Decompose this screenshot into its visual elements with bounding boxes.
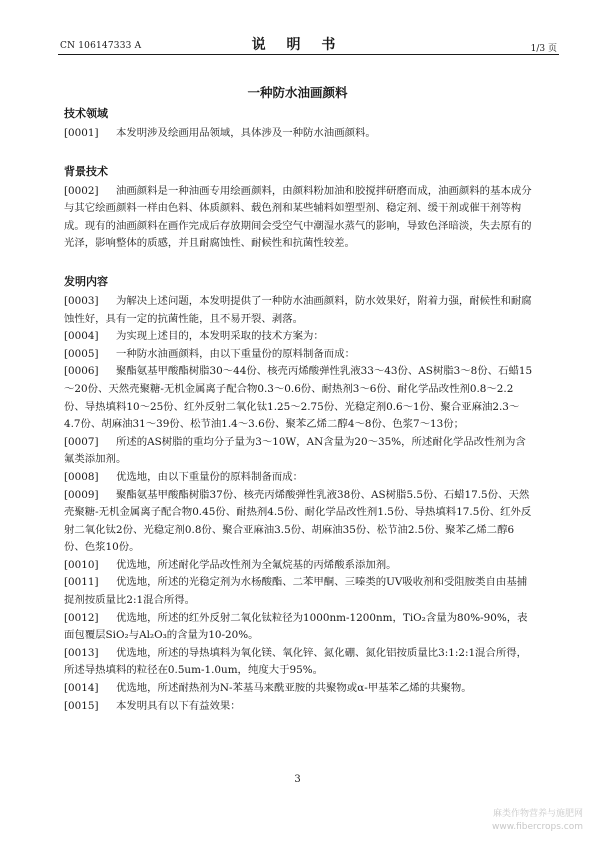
header-divider [58,54,559,55]
paragraph-text: 本发明具有以下有益效果： [116,699,241,712]
paragraph-number: [0014] [64,682,99,695]
paragraph [64,183,534,253]
paragraph-text: 为实现上述目的，本发明采取的技术方案为： [116,330,324,343]
paragraph-number: [0013] [64,646,99,659]
paragraph [64,293,534,328]
section-heading: 背景技术 [64,164,108,178]
paragraph [64,645,534,680]
paragraph [64,363,534,433]
paragraph-number: [0002] [64,184,99,197]
paragraph-number: [0004] [64,330,99,343]
section-heading: 发明内容 [64,274,108,288]
document-body [64,105,534,715]
paragraph [64,346,534,364]
header-patent-number: CN 106147333 A [60,41,142,51]
paragraph-number: [0007] [64,435,99,448]
paragraph-text: 所述的AS树脂的重均分子量为3～10W，AN含量为20～35%，所述耐化学品改性剂为含氟类添加剂。 [64,435,526,466]
paragraph-text: 为解决上述问题，本发明提供了一种防水油画颜料，防水效果好，附着力强，耐候性和耐腐蚀性好，具有一定的抗菌性能，且不易开裂、剥落。 [64,294,532,325]
paragraph [64,698,534,716]
page-number: 3 [294,774,301,785]
paragraph [64,125,534,143]
paragraph-number: [0011] [64,576,99,589]
paragraph-text: 油画颜料是一种油画专用绘画颜料，由颜料粉加油和胶搅拌研磨而成，油画颜料的基本成分与其它绘画颜料一样由色料、体质颜料、载色剂和某些辅料如塑型剂、稳定剂、缓干剂或催干剂等构成。现有的油画颜料在画作完成后存放期间会受空气中潮湿水蒸气的影响，导致色泽暗淡，失去原有的光泽，影响整体的质感，并且耐腐蚀性、耐候性和抗菌性较差。 [64,184,532,250]
paragraph-text: 聚酯氨基甲酸酯树脂30～44份、核壳丙烯酸弹性乳液33～43份、AS树脂3～8份、石蜡15～20份、天然壳聚糖-无机金属离子配合物0.3～0.6份、耐热剂3～6份、耐化学品改性剂0.8～2.2份、导热填料10～25份、红外反射二氧化钛1.25～2.75份、光稳定剂0.6～1份、聚合亚麻油2.3～4.7份、胡麻油31～39份、松节油1.4～3.6份、聚苯乙烯二醇4～8份、色浆7～13份； [64,365,533,431]
paragraph-number: [0009] [64,488,99,501]
paragraph-text: 一种防水油画颜料，由以下重量份的原料制备而成： [116,347,355,360]
paragraph-number: [0015] [64,699,99,712]
paragraph-text: 优选地，所述耐热剂为N-苯基马来酰亚胺的共聚物或α-甲基苯乙烯的共聚物。 [116,682,472,695]
paragraph [64,574,534,609]
document-title: 一种防水油画颜料 [247,85,348,100]
paragraph [64,469,534,487]
paragraph-text: 优选地，所述的红外反射二氧化钛粒径为1000nm-1200nm，TiO₂含量为80%-90%，表面包覆层SiO₂与Al₂O₃的含量为10-20%。 [64,611,528,642]
paragraph [64,434,534,469]
header-doc-type: 说 明 书 [251,37,344,53]
paragraph [64,487,534,557]
paragraph [64,680,534,698]
paragraph-text: 本发明涉及绘画用品领域，具体涉及一种防水油画颜料。 [116,127,376,139]
watermark-line-1: 麻类作物营养与施肥网 [492,809,583,819]
paragraph-number: [0003] [64,294,99,307]
paragraph-text: 聚酯氨基甲酸酯树脂37份、核壳丙烯酸弹性乳液38份、AS树脂5.5份、石蜡17.5份、天然壳聚糖-无机金属离子配合物0.45份、耐热剂4.5份、耐化学品改性剂1.5份、导热填料17.5份、红外反射二氧化钛2份、光稳定剂0.8份、聚合亚麻油3.5份、胡麻油35份、松节油2.5份、聚苯乙烯二醇6份、色浆10份。 [64,488,532,554]
paragraph [64,610,534,645]
paragraph-number: [0010] [64,558,99,571]
paragraph-number: [0006] [64,365,99,378]
paragraph-number: [0008] [64,470,99,483]
paragraph-text: 优选地，由以下重量份的原料制备而成： [116,470,304,483]
paragraph-text: 优选地，所述的光稳定剂为水杨酸酯、二苯甲酮、三嗪类的UV吸收剂和受阻胺类自由基捕捉剂按质量比2:1混合所得。 [64,576,528,607]
watermark-line-2: www.fibercrops.com [492,822,583,832]
paragraph [64,557,534,575]
watermark [492,808,583,834]
paragraph-number: [0001] [64,127,99,139]
paragraph-text: 优选地，所述耐化学品改性剂为全氟烷基的丙烯酸系添加剂。 [116,558,397,571]
section-heading: 技术领域 [64,107,108,120]
header-page-indicator: 1/3 页 [530,44,557,54]
paragraph-number: [0005] [64,347,99,360]
paragraph-text: 优选地，所述的导热填料为氧化镁、氧化锌、氮化硼、氮化铝按质量比3:1:2:1混合所得，所述导热填料的粒径在0.5um-1.0um，纯度大于95%。 [64,646,528,677]
paragraph-number: [0012] [64,611,99,624]
paragraph [64,328,534,346]
